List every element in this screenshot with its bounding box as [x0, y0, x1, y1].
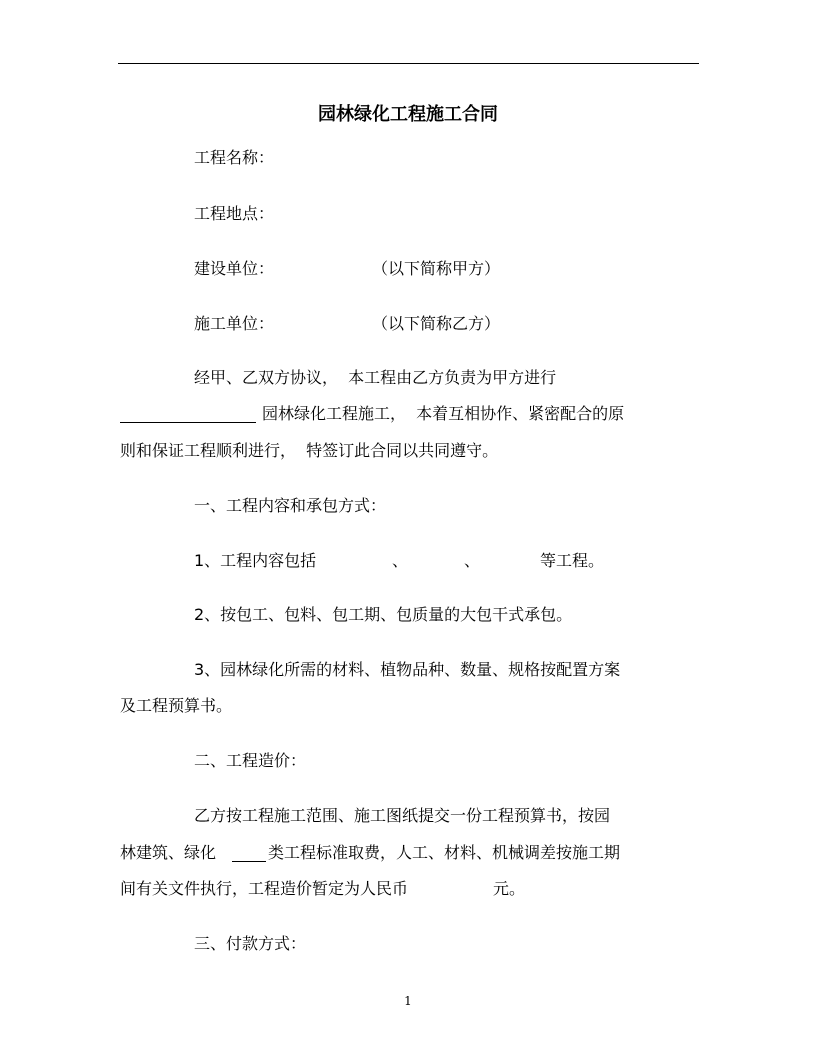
section2-para-line3-prefix: 间有关文件执行，工程造价暂定为人民币	[120, 879, 409, 898]
section1-item1-sep1: 、	[392, 551, 409, 570]
section1-item1-suffix: 等工程。	[540, 551, 605, 570]
section1-item1-sep2: 、	[464, 551, 481, 570]
field-client-note: （以下简称甲方）	[372, 259, 501, 278]
field-contractor-note: （以下简称乙方）	[372, 314, 501, 333]
section2-para-line2-prefix: 林建筑、绿化	[120, 843, 217, 862]
section2-grade-blank	[232, 861, 266, 862]
intro-project-blank	[120, 422, 256, 423]
header-rule	[118, 63, 699, 64]
section2-para-line3-suffix: 元。	[493, 879, 526, 898]
section1-item3-line2: 及工程预算书。	[120, 696, 233, 715]
section2-heading: 二、工程造价：	[194, 751, 307, 770]
intro-line-2: 园林绿化工程施工， 本着互相协作、紧密配合的原	[262, 404, 625, 423]
section3-heading: 三、付款方式：	[194, 934, 307, 953]
intro-line-3: 则和保证工程顺利进行， 特签订此合同以共同遵守。	[120, 441, 499, 460]
field-client-label: 建设单位：	[194, 259, 275, 278]
section1-item1-prefix: 1、工程内容包括	[194, 551, 317, 570]
section2-para-line1: 乙方按工程施工范围、施工图纸提交一份工程预算书，按园	[194, 806, 611, 825]
document-title: 园林绿化工程施工合同	[318, 104, 498, 125]
section1-item2: 2、按包工、包料、包工期、包质量的大包干式承包。	[194, 605, 573, 624]
field-project-location-label: 工程地点：	[194, 204, 275, 223]
intro-line-1: 经甲、乙双方协议， 本工程由乙方负责为甲方进行	[194, 368, 557, 387]
section1-item3-line1: 3、园林绿化所需的材料、植物品种、数量、规格按配置方案	[194, 660, 621, 679]
section1-heading: 一、工程内容和承包方式：	[194, 496, 387, 515]
page-number: 1	[404, 994, 412, 1008]
field-contractor-label: 施工单位：	[194, 314, 275, 333]
section2-para-line2-suffix: 类工程标准取费，人工、材料、机械调差按施工期	[268, 843, 621, 862]
field-project-name-label: 工程名称：	[194, 148, 275, 167]
